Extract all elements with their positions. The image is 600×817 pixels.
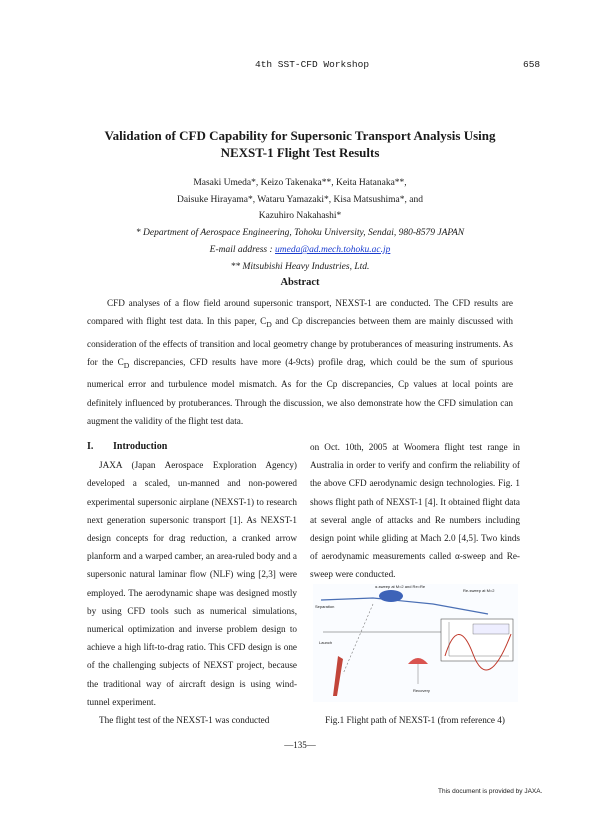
label-re-sweep: Re-sweep at M=2 (463, 588, 495, 593)
title-line-2: NEXST-1 Flight Test Results (220, 145, 380, 160)
separation-point (379, 590, 403, 602)
figure-caption: Fig.1 Flight path of NEXST-1 (from reference 4) (325, 715, 505, 725)
subscript-d: D (123, 360, 130, 370)
abstract-text-2: and Cp discrepancies between them are mainly discussed with consideration of the effects of transition and local geometry change by protuberances of measuring instruments. As for the C (87, 316, 513, 368)
affiliation-mhi: ** Mitsubishi Heavy Industries, Ltd. (230, 262, 370, 272)
email-link[interactable]: umeda@ad.mech.tohoku.ac.jp (275, 245, 391, 255)
abstract-text-3: discrepancies, CFD results have more (4-9cts) profile drag, which could be the sum of spurious numerical error and turbulence model mismatch. As for the Cp discrepancies, Cp values at local points are definitely influenced by protuberances. Through the discussion, we also demonstrate how the CFD simulation can augment the validity of the flight test data. (87, 357, 513, 427)
header-page-number: 658 (523, 59, 541, 70)
section-number: I. (87, 441, 94, 452)
left-column (87, 438, 297, 729)
section-title: Introduction (113, 441, 168, 452)
label-alpha-sweep: α-sweep at M=2 and Re=Re (375, 584, 426, 589)
paper-title (80, 127, 520, 161)
page-number: —135— (284, 740, 316, 750)
abstract-heading: Abstract (280, 277, 320, 288)
email-line (80, 243, 520, 257)
running-header: 4th SST-CFD Workshop (255, 59, 370, 70)
subscript-d: D (266, 320, 272, 330)
intro-paragraph-3: on Oct. 10th, 2005 at Woomera flight test range in Australia in order to verify and confirm the reliability of the above CFD aerodynamic design technologies. Fig. 1 shows flight path of NEXST-1 [4]. It obtained flight data at several angle of attacks and Re numbers including design point while gliding at Mach 2.0 [4,5]. Two kinds of aerodynamic measurements called α-sweep and Re-sweep were conducted. (310, 442, 520, 580)
abstract-text-1: CFD analyses of a flow field around supersonic transport, NEXST-1 are conducted. The CFD results are compared with flight test data. In this paper, C (87, 298, 513, 327)
label-recovery: Recovery (413, 688, 430, 693)
authors-line-2: Daisuke Hirayama*, Wataru Yamazaki*, Kisa Matsushima*, and (176, 195, 423, 205)
affiliation-tohoku: * Department of Aerospace Engineering, Tohoku University, Sendai, 980-8579 JAPAN (135, 228, 465, 238)
provided-by-notice: This document is provided by JAXA. (438, 788, 543, 795)
flight-path-figure (313, 584, 518, 702)
email-label: E-mail address : (209, 245, 276, 255)
intro-paragraph-2: The flight test of the NEXST-1 was conducted (99, 715, 270, 726)
section-heading (87, 438, 297, 456)
abstract-body (87, 294, 513, 431)
label-launch: Launch (319, 640, 333, 645)
authors-line-3: Kazuhiro Nakahashi* (258, 211, 342, 221)
intro-paragraph-1: JAXA (Japan Aerospace Exploration Agency) developed a scaled, un-manned and non-powered experimental supersonic airplane (NEXST-1) to research next generation supersonic transport [1]. As NEXST-1 design concepts for drag reduction, a cranked arrow planform and a warped camber, an area-ruled body and a supersonic natural laminar flow (NLF) wing [2,3] were employed. The aerodynamic shape was designed mostly by using CFD tools such as numerical simulations, numerical optimization and inverse problem design to achieve a high lift-to-drag ratio. This CFD design is one of the challenging subjects of NEXST project, because the traditional way of aircraft design is using wind-tunnel experiment. (87, 460, 297, 707)
right-column (310, 438, 520, 584)
inset-legend (473, 624, 509, 634)
title-line-1: Validation of CFD Capability for Supersonic Transport Analysis Using (104, 128, 496, 143)
label-separation: Separation (315, 604, 335, 609)
authors-line-1: Masaki Umeda*, Keizo Takenaka**, Keita Hatanaka**, (193, 178, 407, 188)
